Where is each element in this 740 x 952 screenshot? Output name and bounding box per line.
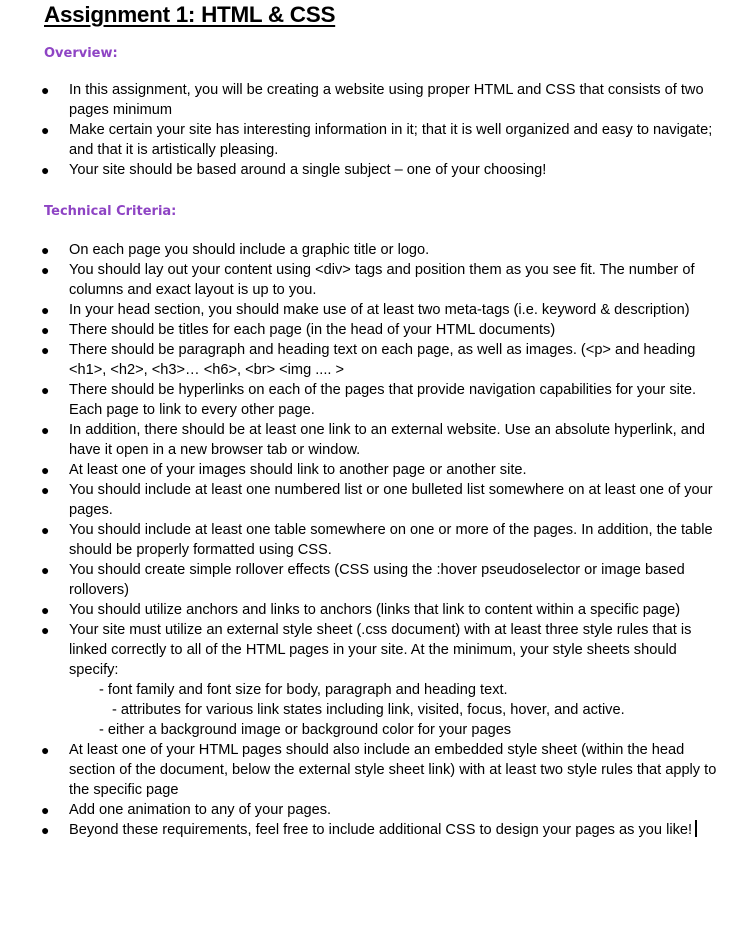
sub-list-item: - font family and font size for body, paragraph and heading text. [99, 682, 508, 698]
list-item: ● You should include at least one table somewhere on one or more of the pages. In addition, the table should be properly formatted using CSS. [41, 522, 713, 558]
bullet-icon: ● [41, 302, 50, 318]
sub-list-item: - either a background image or background color for your pages [99, 722, 512, 738]
list-item: ● You should lay out your content using <div> tags and position them as you see fit. The number of columns and exact layout is up to you. [41, 262, 695, 298]
list-item: ● There should be hyperlinks on each of the pages that provide navigation capabilities for your site. Each page to link to every other page. [41, 382, 697, 418]
list-item: ● Add one animation to any of your pages. [41, 802, 332, 818]
list-item: ● There should be paragraph and heading text on each page, as well as images. (<p> and heading <h1>, <h2>, <h3>… <h6>, <br> <img .... > [41, 342, 696, 378]
list-item: ● On each page you should include a graphic title or logo. [41, 242, 430, 258]
bullet-icon: ● [41, 602, 50, 618]
list-item: ● You should utilize anchors and links to anchors (links that link to content within a specific page) [41, 602, 681, 618]
bullet-icon: ● [41, 742, 50, 758]
text-cursor [695, 820, 697, 837]
bullet-icon: ● [41, 422, 50, 438]
bullet-icon: ● [41, 242, 50, 258]
bullet-icon: ● [41, 622, 50, 638]
list-item: ● Make certain your site has interesting information in it; that it is well organized and easy to navigate; and that it is artistically pleasing. [41, 122, 713, 158]
list-item: ● Your site must utilize an external style sheet (.css document) with at least three style rules that is linked correctly to all of the HTML pages in your site. At the minimum, your style sheets should specify: [41, 622, 692, 678]
bullet-icon: ● [41, 122, 50, 138]
bullet-icon: ● [41, 822, 50, 838]
sub-list-item: - attributes for various link states including link, visited, focus, hover, and active. [112, 702, 625, 718]
bullet-icon: ● [41, 522, 50, 538]
bullet-icon: ● [41, 562, 50, 578]
overview-list [0, 80, 740, 180]
technical-heading: Technical Criteria: [44, 204, 177, 219]
list-item: ● At least one of your images should link to another page or another site. [41, 462, 527, 478]
bullet-icon: ● [41, 162, 50, 178]
list-item: ● In addition, there should be at least one link to an external website. Use an absolute hyperlink, and have it open in a new browser tab or window. [41, 422, 706, 458]
list-item: ● Your site should be based around a single subject – one of your choosing! [41, 162, 547, 178]
page-title: Assignment 1: HTML & CSS [44, 2, 336, 27]
bullet-icon: ● [41, 482, 50, 498]
bullet-icon: ● [41, 802, 50, 818]
list-item: ● You should create simple rollover effects (CSS using the :hover pseudoselector or image based rollovers) [41, 562, 685, 598]
bullet-icon: ● [41, 462, 50, 478]
list-item: ● There should be titles for each page (in the head of your HTML documents) [41, 322, 556, 338]
list-item: ● In your head section, you should make use of at least two meta-tags (i.e. keyword & description) [41, 302, 690, 318]
overview-heading: Overview: [44, 46, 118, 61]
bullet-icon: ● [41, 262, 50, 278]
bullet-icon: ● [41, 82, 50, 98]
list-item: ● At least one of your HTML pages should also include an embedded style sheet (within the head section of the document, below the external style sheet link) with at least two style rules that apply to the specific page [41, 742, 717, 798]
bullet-icon: ● [41, 322, 50, 338]
technical-list [0, 240, 740, 840]
bullet-icon: ● [41, 342, 50, 358]
list-item: ● You should include at least one numbered list or one bulleted list somewhere on at least one of your pages. [41, 482, 713, 518]
bullet-icon: ● [41, 382, 50, 398]
list-item: ● Beyond these requirements, feel free to include additional CSS to design your pages as you like! [0, 820, 740, 840]
list-item: ● In this assignment, you will be creating a website using proper HTML and CSS that consists of two pages minimum [41, 82, 704, 118]
